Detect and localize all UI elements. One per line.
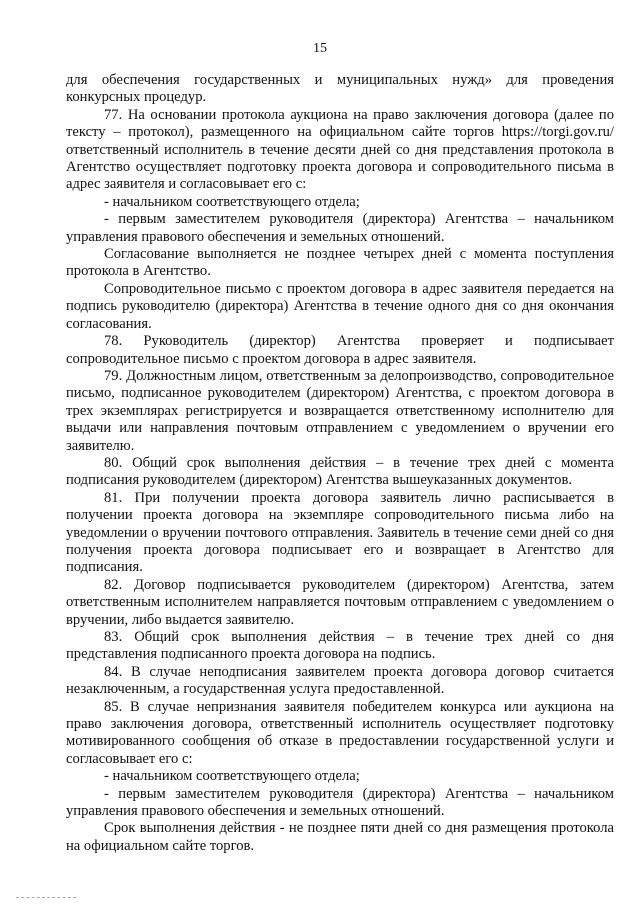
paragraph: 81. При получении проекта договора заявитель лично расписывается в получении проекта договора на экземпляре сопроводительного письма либо на уведомлении о вручении почтового отправления. Заявитель в течение семи дней со дня получения проекта договора подписывает его и возвращает в Агентство для подписания. — [66, 489, 614, 576]
paragraph: 85. В случае непризнания заявителя победителем конкурса или аукциона на право заключения договора, ответственный исполнитель осуществляет подготовку мотивированного сообщения об отказе в предоставлении государственной услуги и согласовывает его с: — [66, 698, 614, 767]
paragraph: 77. На основании протокола аукциона на право заключения договора (далее по тексту – протокол), размещенного на официальном сайте торгов https://torgi.gov.ru/ответственный исполнитель в течение десяти дней со дня представления протокола в Агентство осуществляет подготовку проекта договора и сопроводительного письма в адрес заявителя и согласовывает его с: — [66, 106, 614, 193]
paragraph: - первым заместителем руководителя (директора) Агентства – начальником управления правового обеспечения и земельных отношений. — [66, 211, 614, 245]
paragraph: 83. Общий срок выполнения действия – в течение трех дней со дня представления подписанного проекта договора на подпись. — [66, 629, 614, 663]
page-number: 15 — [313, 41, 327, 56]
paragraph: - начальником соответствующего отдела; — [104, 768, 360, 785]
paragraph: Согласование выполняется не позднее четырех дней с момента поступления протокола в Агентство. — [66, 246, 614, 280]
paragraph: - начальником соответствующего отдела; — [104, 193, 360, 210]
paragraph: Сопроводительное письмо с проектом договора в адрес заявителя передается на подпись руководителю (директора) Агентства в течение одного дня со дня окончания согласования. — [66, 280, 614, 332]
paragraph: Срок выполнения действия - не позднее пяти дней со дня размещения протокола на официальном сайте торгов. — [66, 820, 614, 854]
document-body — [66, 72, 614, 855]
footer-rule — [16, 897, 76, 898]
paragraph: для обеспечения государственных и муниципальных нужд» для проведения конкурсных процедур. — [66, 72, 614, 106]
paragraph: 78. Руководитель (директор) Агентства проверяет и подписывает сопроводительное письмо с проектом договора в адрес заявителя. — [66, 333, 614, 367]
paragraph: 80. Общий срок выполнения действия – в течение трех дней с момента подписания руководителем (директором) Агентства вышеуказанных документов. — [66, 454, 614, 489]
paragraph: - первым заместителем руководителя (директора) Агентства – начальником управления правового обеспечения и земельных отношений. — [66, 785, 614, 820]
paragraph: 84. В случае неподписания заявителем проекта договора договор считается незаключенным, а государственная услуга предоставленной. — [66, 663, 614, 698]
paragraph: 79. Должностным лицом, ответственным за делопроизводство, сопроводительное письмо, подписанное руководителем (директором) Агентства, с проектом договора в трех экземплярах регистрируется и возвращается ответственному исполнителю для выдачи или направления почтовым отправлением с уведомлением о вручении его заявителю. — [66, 367, 614, 454]
paragraph: 82. Договор подписывается руководителем (директором) Агентства, затем ответственным исполнителем направляется почтовым отправлением с уведомлением о вручении, либо выдается заявителю. — [66, 576, 614, 628]
